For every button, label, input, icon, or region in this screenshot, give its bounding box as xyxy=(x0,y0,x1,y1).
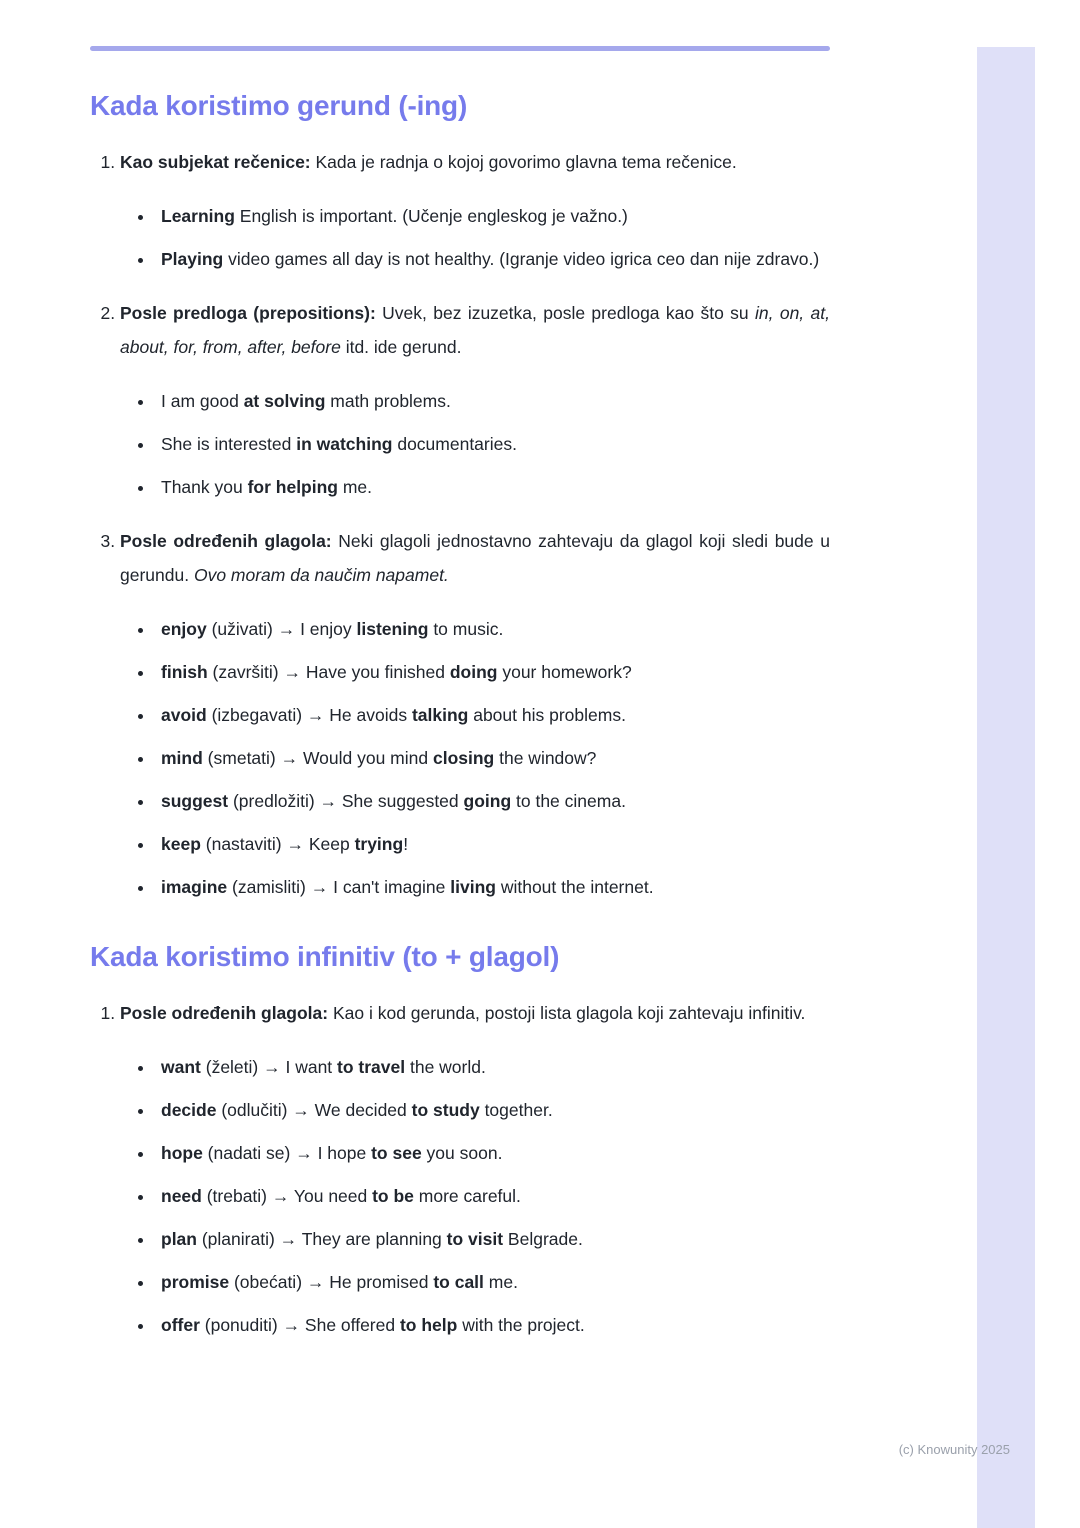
bold-text-run: to be xyxy=(372,1186,414,1206)
text-run: (nadati se) → I hope xyxy=(202,1143,372,1163)
bold-text-run: plan xyxy=(161,1229,197,1249)
bold-text-run: imagine xyxy=(161,877,228,897)
bullet-list xyxy=(120,384,830,504)
text-run: me. xyxy=(337,477,373,497)
numbered-item xyxy=(120,296,830,504)
text-run: (planirati) → They are planning xyxy=(196,1229,447,1249)
bold-text-run: to help xyxy=(399,1315,458,1335)
bullet-list xyxy=(120,612,830,904)
text-run: English is important. (Učenje engleskog je važno.) xyxy=(234,206,628,226)
text-run: Kao i kod gerunda, postoji lista glagola koji zahtevaju infinitiv. xyxy=(328,1003,806,1023)
bold-text-run: enjoy xyxy=(161,619,207,639)
bold-text-run: want xyxy=(161,1057,201,1077)
bold-text-run: Posle određenih glagola: xyxy=(120,1003,329,1023)
text-run: (odlučiti) → We decided xyxy=(216,1100,412,1120)
text-run: (ponuditi) → She offered xyxy=(199,1315,400,1335)
bullet-list xyxy=(120,1050,830,1342)
bullet-item xyxy=(155,784,830,818)
bold-text-run: for helping xyxy=(247,477,338,497)
text-run: (uživati) → I enjoy xyxy=(206,619,357,639)
bold-text-run: living xyxy=(450,877,496,897)
bullet-item xyxy=(155,1093,830,1127)
bold-text-run: trying xyxy=(354,834,404,854)
text-run: Belgrade. xyxy=(503,1229,583,1249)
bullet-item xyxy=(155,427,830,461)
bold-text-run: avoid xyxy=(161,705,207,725)
text-run: documentaries. xyxy=(392,434,517,454)
text-run: ! xyxy=(403,834,409,854)
text-run: to the cinema. xyxy=(511,791,626,811)
bold-text-run: listening xyxy=(356,619,429,639)
bold-text-run: promise xyxy=(161,1272,230,1292)
bold-text-run: doing xyxy=(449,662,498,682)
text-run: the world. xyxy=(405,1057,486,1077)
bold-text-run: Posle predloga (prepositions): xyxy=(120,303,376,323)
section-heading: Kada koristimo gerund (-ing) xyxy=(90,90,468,121)
bold-text-run: to visit xyxy=(446,1229,504,1249)
numbered-list xyxy=(90,145,830,904)
item-paragraph xyxy=(120,996,830,1030)
text-run: Thank you xyxy=(161,477,248,497)
text-run: She is interested xyxy=(161,434,297,454)
bullet-item xyxy=(155,384,830,418)
bullet-item xyxy=(155,741,830,775)
text-run: I am good xyxy=(161,391,244,411)
bold-text-run: need xyxy=(161,1186,202,1206)
bold-text-run: closing xyxy=(432,748,495,768)
bold-text-run: decide xyxy=(161,1100,217,1120)
text-run: (izbegavati) → He avoids xyxy=(206,705,412,725)
text-run: (želeti) → I want xyxy=(200,1057,338,1077)
numbered-list xyxy=(90,996,830,1342)
text-run: to music. xyxy=(428,619,504,639)
text-run: (nastaviti) → Keep xyxy=(200,834,355,854)
bold-text-run: talking xyxy=(411,705,469,725)
bold-text-run: Playing xyxy=(161,249,224,269)
section-heading: Kada koristimo infinitiv (to + glagol) xyxy=(90,941,560,972)
bold-text-run: Posle određenih glagola: xyxy=(120,531,332,551)
bullet-item xyxy=(155,827,830,861)
text-run: (predložiti) → She suggested xyxy=(228,791,464,811)
italic-text-run: Ovo moram da naučim napamet. xyxy=(193,565,449,585)
text-run: more careful. xyxy=(413,1186,521,1206)
bullet-item xyxy=(155,1265,830,1299)
numbered-item xyxy=(120,996,830,1342)
text-run: (obećati) → He promised xyxy=(229,1272,434,1292)
bullet-item xyxy=(155,655,830,689)
text-run: about his problems. xyxy=(468,705,626,725)
text-run: with the project. xyxy=(457,1315,585,1335)
text-run: (trebati) → You need xyxy=(201,1186,373,1206)
text-run: the window? xyxy=(494,748,597,768)
bullet-item xyxy=(155,199,830,233)
numbered-item xyxy=(120,145,830,276)
bullet-item xyxy=(155,870,830,904)
bold-text-run: at solving xyxy=(243,391,326,411)
bullet-list xyxy=(120,199,830,276)
bullet-item xyxy=(155,1308,830,1342)
bullet-item xyxy=(155,612,830,646)
bold-text-run: in watching xyxy=(296,434,393,454)
text-run: you soon. xyxy=(421,1143,503,1163)
bold-text-run: to study xyxy=(411,1100,480,1120)
bullet-item xyxy=(155,1136,830,1170)
bullet-item xyxy=(155,1222,830,1256)
text-run: without the internet. xyxy=(495,877,654,897)
item-paragraph xyxy=(120,145,830,179)
right-margin-strip xyxy=(977,47,1035,1528)
bullet-item xyxy=(155,698,830,732)
document-content xyxy=(90,0,830,1362)
text-run: (zamisliti) → I can't imagine xyxy=(227,877,451,897)
bullet-item xyxy=(155,1179,830,1213)
bold-text-run: going xyxy=(463,791,512,811)
text-run: together. xyxy=(479,1100,553,1120)
text-run: Neki glagoli jednostavno zahtevaju da glagol koji sledi bude u gerundu. xyxy=(120,531,830,585)
sections-container xyxy=(90,88,830,1342)
text-run: video games all day is not healthy. (Igranje video igrica ceo dan nije zdravo.) xyxy=(223,249,820,269)
bold-text-run: finish xyxy=(161,662,208,682)
item-paragraph xyxy=(120,296,830,364)
text-run: math problems. xyxy=(325,391,451,411)
bold-text-run: keep xyxy=(161,834,201,854)
bold-text-run: suggest xyxy=(161,791,229,811)
text-run: me. xyxy=(483,1272,518,1292)
italic-text-run: in, on, at, about, for, from, after, before xyxy=(120,303,830,357)
copyright-footer: (c) Knowunity 2025 xyxy=(898,1442,1010,1457)
bullet-item xyxy=(155,470,830,504)
text-run: Kada je radnja o kojoj govorimo glavna tema rečenice. xyxy=(310,152,737,172)
text-run: (završiti) → Have you finished xyxy=(207,662,450,682)
text-run: Uvek, bez izuzetka, posle predloga kao što su xyxy=(375,303,755,323)
text-run: your homework? xyxy=(497,662,632,682)
bullet-item xyxy=(155,1050,830,1084)
bold-text-run: Kao subjekat rečenice: xyxy=(120,152,311,172)
numbered-item xyxy=(120,524,830,904)
bold-text-run: to travel xyxy=(337,1057,406,1077)
bullet-item xyxy=(155,242,830,276)
bold-text-run: Learning xyxy=(161,206,235,226)
bold-text-run: hope xyxy=(161,1143,203,1163)
bold-text-run: mind xyxy=(161,748,203,768)
text-run: itd. ide gerund. xyxy=(340,337,462,357)
item-paragraph xyxy=(120,524,830,592)
bold-text-run: to call xyxy=(433,1272,484,1292)
text-run: (smetati) → Would you mind xyxy=(202,748,433,768)
bold-text-run: offer xyxy=(161,1315,200,1335)
bold-text-run: to see xyxy=(371,1143,422,1163)
